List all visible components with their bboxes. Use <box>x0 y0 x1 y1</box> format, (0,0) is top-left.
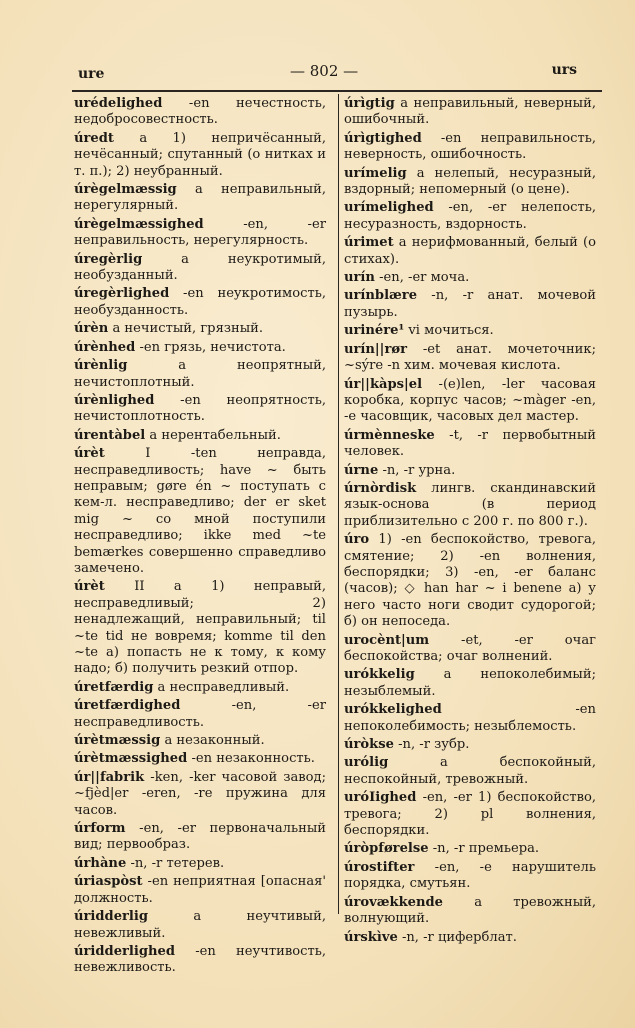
entry-headword: urókkelighed <box>344 702 442 718</box>
dictionary-entry <box>344 633 596 666</box>
entry-definition: a несправедливый. <box>153 679 290 695</box>
entry-definition: II a 1) неправый, несправедливый; 2) ненадлежащий, неправильный; til ~te tid не вовремя; komme til den ~te a) попасть не к тому, к кому надо; б) получить резкий отпор. <box>74 579 326 677</box>
entry-definition: a неукротимый, необузданный. <box>74 251 326 284</box>
dictionary-entry <box>344 463 596 479</box>
dictionary-entry <box>74 733 326 749</box>
page-number: — 802 — <box>290 62 359 80</box>
entry-headword: úrènhed <box>74 339 136 355</box>
dictionary-entry <box>74 874 326 907</box>
entry-headword: úrèt <box>74 446 105 462</box>
dictionary-entry <box>344 532 596 630</box>
entry-headword: úrnòrdisk <box>344 480 417 496</box>
entry-definition: -en неучтивость, невежливость. <box>74 943 326 976</box>
entry-headword: úrìgtig <box>344 96 395 111</box>
dictionary-entry <box>344 166 596 199</box>
dictionary-entry <box>344 342 596 375</box>
entry-definition: -et анат. мочеточник; ~sýre -n хим. мочевая кислота. <box>344 341 596 374</box>
left-column <box>74 96 326 979</box>
dictionary-entry <box>344 377 596 426</box>
entry-headword: úridderlighed <box>74 943 176 959</box>
entry-headword: úregèrlig <box>74 251 143 267</box>
entry-definition: -en, -er неправильность, нерегулярность. <box>74 216 326 249</box>
dictionary-entry <box>74 340 326 356</box>
entry-headword: urín||rør <box>344 341 407 357</box>
entry-definition: a неучтивый, невежливый. <box>74 909 326 941</box>
entry-definition: -(e)len, -ler часовая коробка, корпус часов; ~màger -en, -e часовщик, часовых дел мастер. <box>344 376 596 425</box>
entry-definition: a 1) непричёсанный, нечёсанный; спутанный (о нитках и т. п.); 2) неубранный. <box>74 130 326 179</box>
entry-headword: úr||fabrik <box>74 769 145 785</box>
entry-headword: úrform <box>74 821 126 837</box>
column-divider <box>338 94 339 914</box>
entry-headword: urédelighed <box>74 96 163 111</box>
entry-headword: úrhàne <box>74 855 127 871</box>
entry-headword: úretfærdighed <box>74 698 181 714</box>
dictionary-entry <box>344 841 596 857</box>
entry-headword: urímelig <box>344 165 407 181</box>
entry-definition: -en, -er нелепость, несуразность, вздорность. <box>344 200 596 232</box>
entry-definition: -en неопрятность, нечистоплотность. <box>74 392 326 425</box>
entry-definition: a нерифмованный, белый (о стихах). <box>344 235 596 267</box>
entry-definition: -en неприятная [опасная' должность. <box>74 874 326 906</box>
dictionary-entry <box>344 702 596 735</box>
entry-definition: a неправильный, нерегулярный. <box>74 182 326 214</box>
dictionary-entry <box>344 895 596 928</box>
entry-definition: -en, -er первоначальный вид; первообраз. <box>74 821 326 853</box>
dictionary-entry <box>74 252 326 285</box>
entry-headword: urocènt|um <box>344 632 430 648</box>
entry-definition: -n, -r циферблат. <box>397 929 517 945</box>
dictionary-entry <box>74 286 326 319</box>
entry-definition: -en непоколебимость; незыблемость. <box>344 702 596 734</box>
entry-definition: a незаконный. <box>160 733 265 749</box>
entry-definition: a неопрятный, нечистоплотный. <box>74 358 326 390</box>
entry-headword: úr||kàps|el <box>344 376 423 392</box>
dictionary-entry <box>344 131 596 164</box>
entry-headword: urinére¹ <box>344 323 405 339</box>
entry-headword: úrne <box>344 462 379 478</box>
dictionary-entry <box>344 860 596 893</box>
entry-headword: urín <box>344 270 375 286</box>
entry-definition: -n, -r анат. мочевой пузырь. <box>344 288 596 320</box>
entry-definition: -en незаконность. <box>187 751 315 767</box>
entry-headword: úrostifter <box>344 859 415 875</box>
dictionary-entry <box>344 96 596 129</box>
dictionary-entry <box>344 428 596 461</box>
dictionary-entry <box>344 270 596 286</box>
right-column <box>344 96 596 948</box>
entry-definition: лингв. скандинавский язык-основа (в период приблизительно с 200 г. по 800 г.). <box>344 480 596 529</box>
dictionary-entry <box>74 579 326 677</box>
dictionary-entry <box>74 770 326 819</box>
dictionary-entry <box>344 737 596 753</box>
entry-definition: -en, -er 1) беспокойство, тревога; 2) pl волнения, беспорядки. <box>344 790 596 839</box>
entry-definition: 1) -en беспокойство, тревога, смятение; 2) -en волнения, беспорядки; 3) -en, -er баланс (часов); ◇ han har ~ i benene а) у него часто ноги сводит судорогой; б) он непоседа. <box>344 532 596 630</box>
dictionary-entry <box>74 321 326 337</box>
dictionary-entry <box>74 131 326 180</box>
page-header <box>70 60 595 86</box>
entry-definition: -n, -r тетерев. <box>126 855 225 871</box>
dictionary-entry <box>74 909 326 942</box>
entry-headword: úretfærdig <box>74 679 154 695</box>
entry-headword: úrimet <box>344 235 394 251</box>
dictionary-entry <box>344 667 596 700</box>
entry-definition: -en, -er моча. <box>374 270 470 286</box>
dictionary-entry <box>344 288 596 321</box>
entry-headword: úròkse <box>344 737 394 753</box>
dictionary-entry <box>74 944 326 977</box>
entry-definition: -en, -er несправедливость. <box>74 698 326 730</box>
entry-definition: -en неукротимость, необузданность. <box>74 286 326 318</box>
entry-headword: urímelighed <box>344 200 434 216</box>
dictionary-entry <box>344 481 596 530</box>
header-right-word: urs <box>551 62 577 78</box>
entry-definition: vi мочиться. <box>404 323 494 339</box>
entry-definition: a нерентабельный. <box>145 427 281 443</box>
entry-headword: uróIighed <box>344 790 417 806</box>
entry-definition: I -ten неправда, несправедливость; have ~ быть неправым; gøre én ~ поступать с кем-л. несправедливо; der er sket mig ~ со мной поступили несправедливо; ikke med ~te bemærkes совершенно справедливо замечено. <box>74 446 326 576</box>
entry-headword: úrègelmæssighed <box>74 216 204 232</box>
dictionary-entry <box>74 96 326 129</box>
entry-headword: úrètmæssig <box>74 733 161 749</box>
entry-headword: úridderlig <box>74 909 149 925</box>
entry-definition: -en, -e нарушитель порядка, смутьян. <box>344 859 596 892</box>
entry-headword: úrmènneske <box>344 427 435 443</box>
header-left-word: ure <box>78 66 105 82</box>
dictionary-entry <box>74 751 326 767</box>
dictionary-entry <box>74 821 326 854</box>
entry-headword: úrìgtighed <box>344 130 422 146</box>
entry-headword: urókkelig <box>344 667 415 683</box>
entry-definition: -t, -r первобытный человек. <box>344 427 596 460</box>
header-rule <box>72 90 602 92</box>
entry-definition: -n, -r премьера. <box>428 841 540 857</box>
entry-headword: úrovækkende <box>344 894 444 910</box>
dictionary-entry <box>344 930 596 946</box>
entry-headword: úrskìve <box>344 929 398 945</box>
dictionary-entry <box>74 428 326 444</box>
dictionary-entry <box>344 200 596 233</box>
entry-headword: úrèt <box>74 579 105 595</box>
entry-headword: úredt <box>74 130 114 146</box>
entry-definition: -n, -r урна. <box>378 462 456 478</box>
dictionary-entry <box>74 182 326 215</box>
entry-definition: -et, -er очаг беспокойства; очаг волнений. <box>344 632 596 664</box>
entry-headword: úregèrlighed <box>74 286 170 302</box>
dictionary-entry <box>74 856 326 872</box>
entry-definition: -ken, -ker часовой завод; ~fjèd|er -eren, -re пружина для часов. <box>74 769 326 818</box>
entry-definition: a тревожный, волнующий. <box>344 894 596 927</box>
entry-definition: -en нечестность, недобросовестность. <box>74 96 326 128</box>
dictionary-entry <box>344 235 596 268</box>
entry-headword: urínblære <box>344 288 418 304</box>
entry-headword: úro <box>344 532 370 548</box>
dictionary-entry <box>74 680 326 696</box>
entry-definition: a беспокойный, неспокойный, тревожный. <box>344 755 596 787</box>
entry-headword: úrèn <box>74 321 109 337</box>
entry-definition: a неправильный, неверный, ошибочный. <box>344 96 596 128</box>
entry-headword: úròpførelse <box>344 841 429 857</box>
entry-headword: úrètmæssighed <box>74 751 188 767</box>
dictionary-entry <box>74 358 326 391</box>
entry-headword: úrènlig <box>74 358 128 374</box>
entry-headword: úrègelmæssig <box>74 182 177 198</box>
dictionary-entry <box>74 446 326 577</box>
entry-definition: a непоколебимый; незыблемый. <box>344 667 596 699</box>
dictionary-entry <box>344 790 596 839</box>
entry-definition: -en неправильность, неверность, ошибочность. <box>344 130 596 163</box>
dictionary-entry <box>74 217 326 250</box>
entry-definition: a нечистый, грязный. <box>108 321 264 337</box>
entry-headword: úrènlighed <box>74 392 155 408</box>
entry-definition: -en грязь, нечистота. <box>135 339 286 355</box>
dictionary-entry <box>344 323 596 339</box>
entry-definition: -n, -r зубр. <box>393 737 470 753</box>
entry-headword: urólig <box>344 755 389 771</box>
entry-headword: úriaspòst <box>74 874 143 890</box>
entry-definition: a нелепый, несуразный, вздорный; непомерный (о цене). <box>344 165 596 198</box>
dictionary-entry <box>344 755 596 788</box>
dictionary-entry <box>74 698 326 731</box>
entry-headword: úrentàbel <box>74 427 146 443</box>
dictionary-entry <box>74 393 326 426</box>
